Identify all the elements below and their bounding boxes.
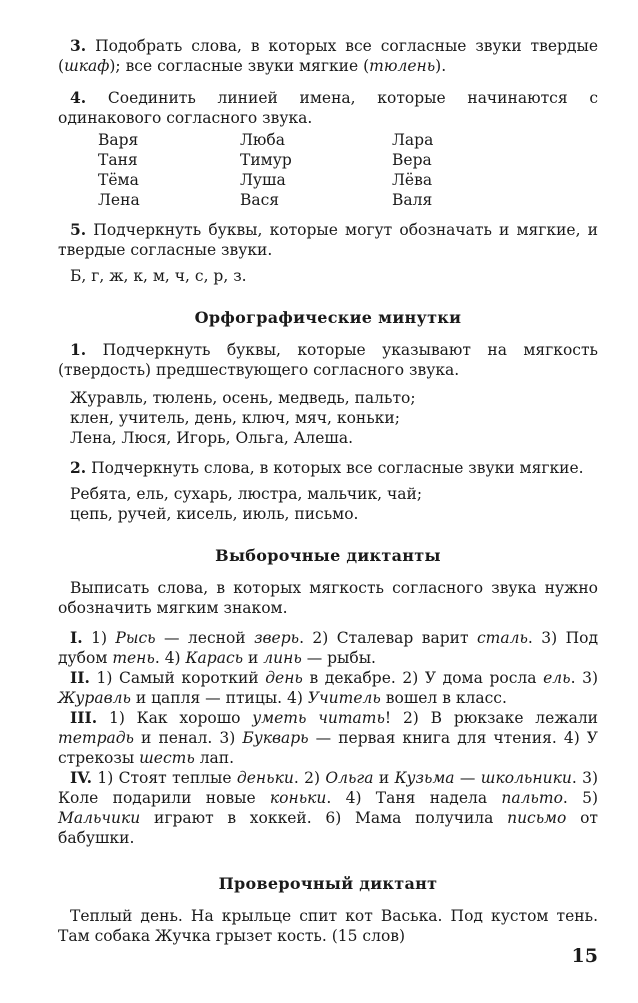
- name-cell: Люба: [240, 131, 286, 149]
- name-cell: Вера: [392, 151, 432, 169]
- dictation-4: IV. 1) Стоят теплые деньки. 2) Ольга и Кузьма — школьники. 3) Коле подарили новые коньки. 4) Таня надела пальто. 5) Мальчики играют в хоккей. 6) Мама получила письмо от бабушки.: [58, 768, 599, 847]
- section-title-dictations: Выборочные диктанты: [215, 546, 441, 565]
- name-cell: Варя: [98, 131, 139, 149]
- task-number: 3.: [70, 36, 87, 55]
- section-title-orthographic: Орфографические минутки: [194, 308, 462, 327]
- names-grid: [98, 130, 598, 210]
- task-number: 5.: [70, 220, 87, 239]
- name-cell: Лёва: [392, 171, 433, 189]
- ortho-task-1: 1. Подчеркнуть буквы, которые указывают на мягкость (твердость) предшествующего согласного звука.: [58, 340, 598, 379]
- dictation-number: I.: [70, 628, 83, 647]
- dictation-1: I. 1) Рысь — лесной зверь. 2) Сталевар варит сталь. 3) Под дубом тень. 4) Карась и линь — рыбы.: [58, 628, 598, 667]
- ortho-task-2: 2. Подчеркнуть слова, в которых все согласные звуки мягкие.: [70, 458, 584, 477]
- task-3: 3. Подобрать слова, в которых все согласные звуки твердые (шкаф); все согласные звуки мягкие (тюлень).: [58, 36, 598, 75]
- word-line: клен, учитель, день, ключ, мяч, коньки;: [70, 409, 400, 427]
- name-cell: Таня: [98, 151, 138, 169]
- name-cell: Лена: [98, 191, 140, 209]
- name-cell: Луша: [240, 171, 286, 189]
- task-number: 2.: [70, 458, 87, 477]
- word-line: Лена, Люся, Игорь, Ольга, Алеша.: [70, 429, 354, 447]
- task-5: 5. Подчеркнуть буквы, которые могут обозначать и мягкие, и твердые согласные звуки.: [58, 220, 598, 259]
- task-4: 4. Соединить линией имена, которые начинаются с одинакового согласного звука.: [58, 88, 598, 127]
- word-line: Ребята, ель, сухарь, люстра, мальчик, чай;: [70, 485, 423, 503]
- word-list-1: [70, 388, 598, 448]
- dictation-number: IV.: [70, 768, 92, 787]
- page-number: 15: [571, 945, 598, 967]
- dictation-number: II.: [70, 668, 90, 687]
- task-5-letters: Б, г, ж, к, м, ч, с, р, з.: [70, 267, 247, 285]
- word-line: Журавль, тюлень, осень, медведь, пальто;: [70, 389, 416, 407]
- name-cell: Тимур: [240, 151, 292, 169]
- dictation-2: II. 1) Самый короткий день в декабре. 2) У дома росла ель. 3) Журавль и цапля — птицы. 4) Учитель вошел в класс.: [58, 668, 598, 707]
- page-content: [58, 36, 598, 956]
- dictation-3: III. 1) Как хорошо уметь читать! 2) В рюкзаке лежали тетрадь и пенал. 3) Букварь — первая книга для чтения. 4) У стрекозы шесть лап.: [58, 708, 599, 767]
- name-cell: Лара: [392, 131, 434, 149]
- dictation-number: III.: [70, 708, 98, 727]
- task-number: 4.: [70, 88, 87, 107]
- name-cell: Валя: [392, 191, 433, 209]
- word-list-2: [70, 484, 598, 524]
- section-title-test-dictation: Проверочный диктант: [218, 874, 438, 893]
- word-line: цепь, ручей, кисель, июль, письмо.: [70, 505, 359, 523]
- task-number: 1.: [70, 340, 87, 359]
- test-dictation-text: Теплый день. На крыльце спит кот Васька. Под кустом тень. Там собака Жучка грызет кость. (15 слов): [58, 907, 598, 945]
- name-cell: Вася: [240, 191, 280, 209]
- name-cell: Тёма: [98, 171, 139, 189]
- dictation-intro: Выписать слова, в которых мягкость согласного звука нужно обозначить мягким знаком.: [58, 579, 598, 617]
